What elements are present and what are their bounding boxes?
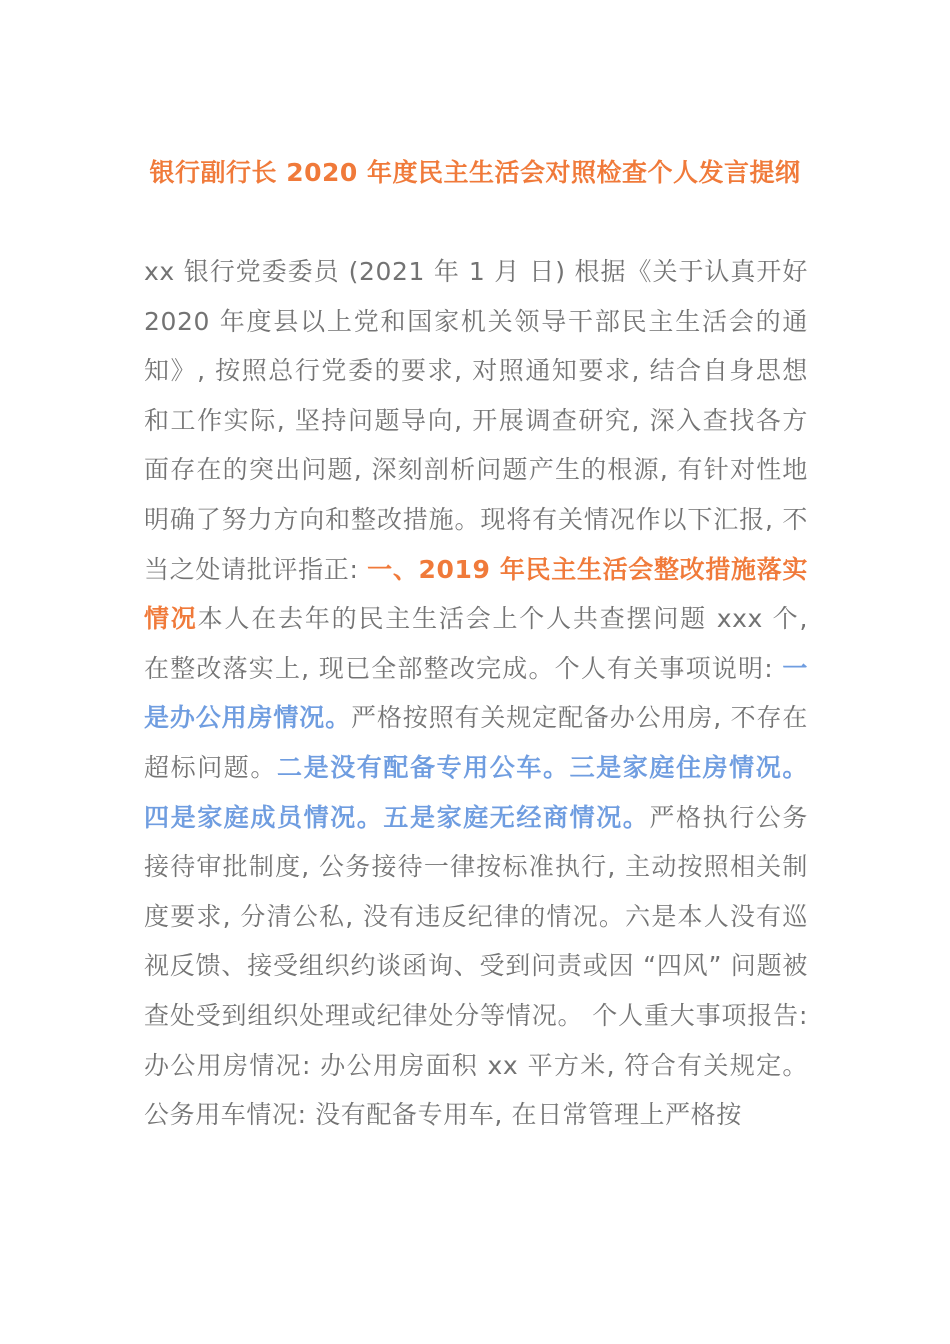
section-text: 本人在去年的民主生活会上个人共查摆问题 xxx 个, 在整改落实上, 现已全部整改完成。个人有关事项说明: <box>144 604 809 683</box>
document-title: 银行副行长 2020 年度民主生活会对照检查个人发言提纲 <box>149 158 801 187</box>
office-text: 严格按照有关规定配备办公用房, 不存在超标问题。 <box>144 703 808 782</box>
closing-text: 严格执行公务接待审批制度, 公务接待一律按标准执行, 主动按照相关制度要求, 分清公私, 没有违反纪律的情况。六是本人没有巡视反馈、接受组织约谈函询、受到问责或因 “四风” 问题被查处受到组织处理或纪律处分等情况。 个人重大事项报告: 办公用房情况: 办公用房面积 xx 平方米, 符合有关规定。公务用车情况: 没有配备专用车, 在日常管理上严格按 <box>144 802 808 1130</box>
highlight-items-list: 二是没有配备专用公车。三是家庭住房情况。四是家庭成员情况。五是家庭无经商情况。 <box>144 752 808 832</box>
highlight-item-office: 一是办公用房情况。 <box>144 653 808 733</box>
section-heading: 一、2019 年民主生活会整改措施落实情况 <box>144 554 809 634</box>
intro-text: xx 银行党委委员 (2021 年 1 月 日) 根据《关于认真开好 2020 年度县以上党和国家机关领导干部民主生活会的通知》, 按照总行党委的要求, 对照通知要求, 结合自身思想和工作实际, 坚持问题导向, 开展调查研究, 深入查找各方面存在的突出问题, 深刻剖析问题产生的根源, 有针对性地明确了努力方向和整改措施。现将有关情况作以下汇报, 不当之处请批评指正: <box>144 257 808 584</box>
document-body-paragraph <box>144 247 808 1140</box>
